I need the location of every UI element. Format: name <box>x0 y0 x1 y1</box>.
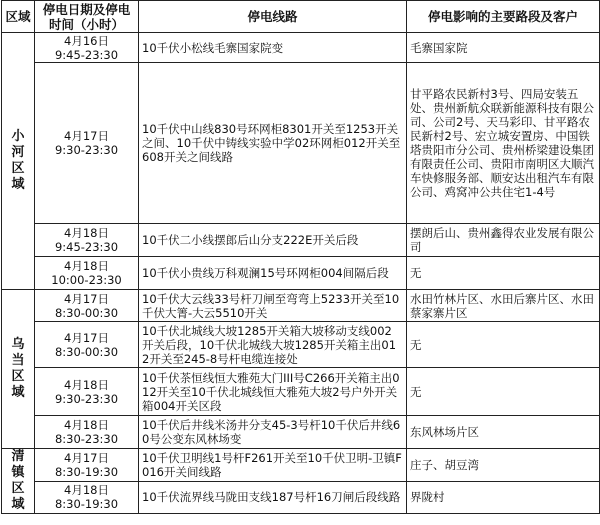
area-cell: 界陇村 <box>407 481 600 514</box>
table-row <box>2 368 600 416</box>
line-cell: 10千伏二小线摆郎后山分支222E开关后段 <box>139 224 407 257</box>
date-cell: 4月18日 8:30-23:30 <box>35 416 139 449</box>
line-cell: 10千伏小松线毛寨国家院变 <box>139 33 407 63</box>
area-cell: 庄子、胡豆湾 <box>407 449 600 482</box>
area-cell: 无 <box>407 257 600 290</box>
table-row <box>2 224 600 257</box>
table-row <box>2 416 600 449</box>
table-row <box>2 290 600 322</box>
line-cell: 10千伏中山线830号环网柜8301开关至1253开关之间、10千伏中铸线实验中学02环网柜012开关至608开关之间线路 <box>139 63 407 224</box>
district-cell: 小河区域 <box>2 33 35 290</box>
area-cell: 东风林场片区 <box>407 416 600 449</box>
district-cell: 清镇区域 <box>2 449 35 514</box>
area-cell: 无 <box>407 322 600 368</box>
line-cell: 10千伏卫明线1号杆F261开关至10千伏卫明-卫镇F016开关间线路 <box>139 449 407 482</box>
header-date: 停电日期及停电时间（小时） <box>35 1 139 33</box>
table-row <box>2 63 600 224</box>
table-row <box>2 481 600 514</box>
header-area: 停电影响的主要路段及客户 <box>407 1 600 33</box>
line-cell: 10千伏茶恒线恒大雅苑大门III号C266开关箱主出012开关至10千伏北城线恒大雅苑大坡2号户外开关箱004开关区段 <box>139 368 407 416</box>
line-cell: 10千伏后井线米汤井分支45-3号杆10千伏后井线60号公变东风林场变 <box>139 416 407 449</box>
header-line: 停电线路 <box>139 1 407 33</box>
date-cell: 4月18日 8:30-19:30 <box>35 481 139 514</box>
date-cell: 4月17日 8:30-19:30 <box>35 449 139 482</box>
area-cell: 无 <box>407 368 600 416</box>
date-cell: 4月17日 8:30-00:30 <box>35 322 139 368</box>
outage-table <box>1 0 600 514</box>
table-row <box>2 449 600 482</box>
table-row <box>2 33 600 63</box>
line-cell: 10千伏小贵线万科观澜15号环网柜004间隔后段 <box>139 257 407 290</box>
district-cell: 乌当区域 <box>2 290 35 449</box>
date-cell: 4月18日 9:30-23:30 <box>35 368 139 416</box>
date-cell: 4月17日 8:30-00:30 <box>35 290 139 322</box>
area-cell: 水田竹林片区、水田后寨片区、水田蔡家寨片区 <box>407 290 600 322</box>
date-cell: 4月18日 10:00-23:30 <box>35 257 139 290</box>
date-cell: 4月17日 9:30-23:30 <box>35 63 139 224</box>
date-cell: 4月16日 9:45-23:30 <box>35 33 139 63</box>
header-district: 区域 <box>2 1 35 33</box>
area-cell: 摆朗后山、贵州鑫得农业发展有限公司 <box>407 224 600 257</box>
table-row <box>2 322 600 368</box>
header-row <box>2 1 600 33</box>
table-row <box>2 257 600 290</box>
line-cell: 10千伏大云线33号杆刀闸至弯弯上5233开关至10千伏大箐-大云5510开关 <box>139 290 407 322</box>
line-cell: 10千伏流界线马陇田支线187号杆16刀闸后段线路 <box>139 481 407 514</box>
area-cell: 甘平路农民新村3号、四局安装五处、贵州新航众联新能源科技有限公司、公司2号、天马彩印、甘平路农民新村2号、宏立城安置房、中国铁塔贵阳市分公司、贵州桥梁建设集团有限责任公司、贵阳市南明区大顺汽车快修服务部、顺安达出租汽车有限公司、鸡窝冲公共住宅1-4号 <box>407 63 600 224</box>
area-cell: 毛寨国家院 <box>407 33 600 63</box>
line-cell: 10千伏北城线大坡1285开关箱大坡移动支线002开关后段，10千伏北城线大坡1285开关箱主出012开关至245-8号杆电缆连接处 <box>139 322 407 368</box>
date-cell: 4月18日 9:45-23:30 <box>35 224 139 257</box>
